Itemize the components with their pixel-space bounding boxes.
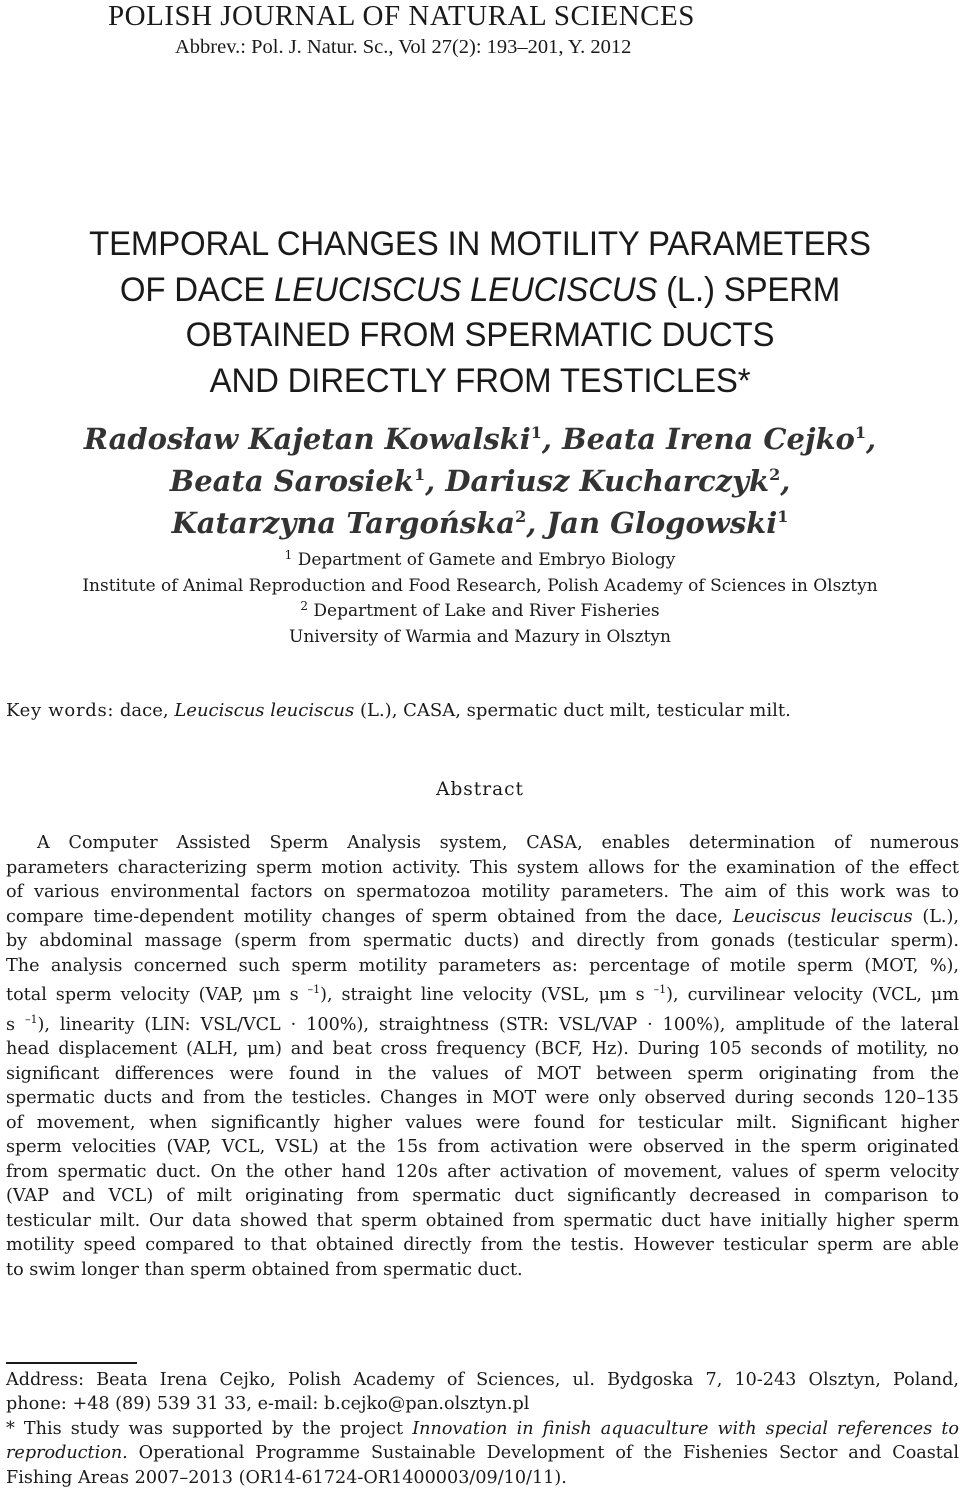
author-affiliation-mark: 2 (769, 465, 781, 484)
abstract-line: from spermatic duct. On the other hand 120s after activation of movement, values of sperm velocity (6, 1161, 959, 1182)
journal-citation: Abbrev.: Pol. J. Natur. Sc., Vol 27(2): 193–201, Y. 2012 (175, 36, 632, 58)
abstract-line: spermatic ducts and from the testicles. Changes in MOT were only observed during seconds 120–135 (6, 1088, 959, 1109)
keywords-label: Key words: (6, 700, 115, 721)
abstract-line: motility speed compared to that obtained directly from the testis. However testicular sperm are able (6, 1235, 959, 1256)
abstract-body (6, 831, 959, 1283)
abstract-line: compare time-dependent motility changes of sperm obtained from the dace, Leuciscus leuciscus (L.), (6, 906, 959, 927)
author-name: Dariusz Kucharczyk (445, 464, 770, 498)
author-name: Radosław Kajetan Kowalski (83, 422, 531, 456)
abstract-line: significant differences were found in the values of MOT between sperm originating from the (6, 1063, 959, 1084)
title-line-2: OF DACE LEUCISCUS LEUCISCUS (L.) SPERM (119, 270, 841, 309)
funding-line: reproduction. Operational Programme Sustainable Development of the Fishenies Sector and Coastal (6, 1443, 959, 1464)
abstract-line: to swim longer than sperm obtained from spermatic duct. (6, 1260, 523, 1281)
affiliation-1-department: $^1$ Department of Gamete and Embryo Biology (284, 548, 676, 570)
author-line-3: Katarzyna Targońska$^2$, Jan Glogowski$^1$ (171, 506, 789, 540)
abstract-line: A Computer Assisted Sperm Analysis system, CASA, enables determination of numerous (37, 833, 959, 853)
abstract-line: head displacement (ALH, μm) and beat cross frequency (BCF, Hz). During 105 seconds of motility, no (6, 1039, 959, 1060)
abstract-line: parameters characterizing sperm motion activity. This system allows for the examination of the effect (6, 857, 959, 878)
abstract-line: (VAP and VCL) of milt originating from spermatic duct significantly decreased in comparison to (6, 1186, 959, 1207)
author-affiliation-mark: 1 (530, 423, 542, 442)
author-name: Beata Sarosiek (169, 464, 414, 498)
title-line-1: TEMPORAL CHANGES IN MOTILITY PARAMETERS (89, 225, 871, 263)
author-name: Beata Irena Cejko (562, 422, 855, 456)
keywords: Key words: dace, Leuciscus leuciscus (L.), CASA, spermatic duct milt, testicular milt. (6, 700, 791, 721)
author-list (0, 418, 960, 544)
address-line: Address: Beata Irena Cejko, Polish Academy of Sciences, ul. Bydgoska 7, 10-243 Olsztyn, Poland, (6, 1370, 959, 1390)
abstract-line: of movement, when significantly higher values were found for testicular milt. Significant higher (6, 1112, 959, 1133)
footnotes (6, 1368, 959, 1490)
author-affiliation-mark: 1 (777, 507, 789, 526)
footnote-separator (6, 1362, 137, 1364)
author-affiliation-mark: 1 (413, 465, 426, 484)
abstract-line: s $^{-1}$), linearity (LIN: VSL/VCL · 100%), straightness (STR: VSL/VAP · 100%), amplitude of the lateral (6, 1012, 959, 1035)
affiliation-2-department: $^2$ Department of Lake and River Fisheries (300, 599, 660, 621)
author-name: Katarzyna Targońska (171, 506, 516, 540)
title-line-3: OBTAINED FROM SPERMATIC DUCTS (185, 316, 775, 354)
title-line-4: AND DIRECTLY FROM TESTICLES* (209, 361, 751, 400)
funding-line: * This study was supported by the project Innovation in finish aquaculture with special references to (6, 1418, 960, 1439)
funding-line: Fishing Areas 2007–2013 (OR14-61724-OR1400003/09/10/11). (6, 1467, 567, 1488)
author-line-2: Beata Sarosiek$^1$, Dariusz Kucharczyk$^2$, (169, 464, 791, 498)
abstract-heading: Abstract (436, 779, 524, 800)
abstract-line: The analysis concerned such sperm motility parameters as: percentage of motile sperm (MOT, %), (6, 955, 959, 976)
abstract-line: testicular milt. Our data showed that sperm obtained from spermatic duct have initially higher sperm (6, 1210, 959, 1231)
author-affiliation-mark: 1 (854, 423, 867, 442)
author-line-1: Radosław Kajetan Kowalski$^1$, Beata Irena Cejko$^1$, (83, 422, 877, 456)
abstract-line: by abdominal massage (sperm from spermatic ducts) and directly from gonads (testicular sperm). (6, 931, 959, 952)
author-affiliation-mark: 2 (515, 507, 527, 526)
affiliation-2-university: University of Warmia and Mazury in Olsztyn (289, 626, 671, 647)
abstract-line: total sperm velocity (VAP, μm s $^{-1}$), straight line velocity (VSL, μm s $^{-1}$), curvilinear velocity (VCL, μm (6, 983, 959, 1006)
affiliation-1-institute: Institute of Animal Reproduction and Food Research, Polish Academy of Sciences in Olsztyn (82, 575, 878, 596)
author-name: Jan Glogowski (546, 506, 778, 540)
affiliations (0, 548, 960, 650)
paper-title (14, 222, 945, 404)
abstract-line: sperm velocities (VAP, VCL, VSL) at the 15s from activation were observed in the sperm originated (6, 1137, 959, 1158)
contact-line: phone: +48 (89) 539 31 33, e-mail: b.cejko@pan.olsztyn.pl (6, 1394, 530, 1415)
journal-name: POLISH JOURNAL OF NATURAL SCIENCES (108, 0, 695, 32)
abstract-line: of various environmental factors on spermatozoa motility parameters. The aim of this work was to (6, 882, 959, 903)
